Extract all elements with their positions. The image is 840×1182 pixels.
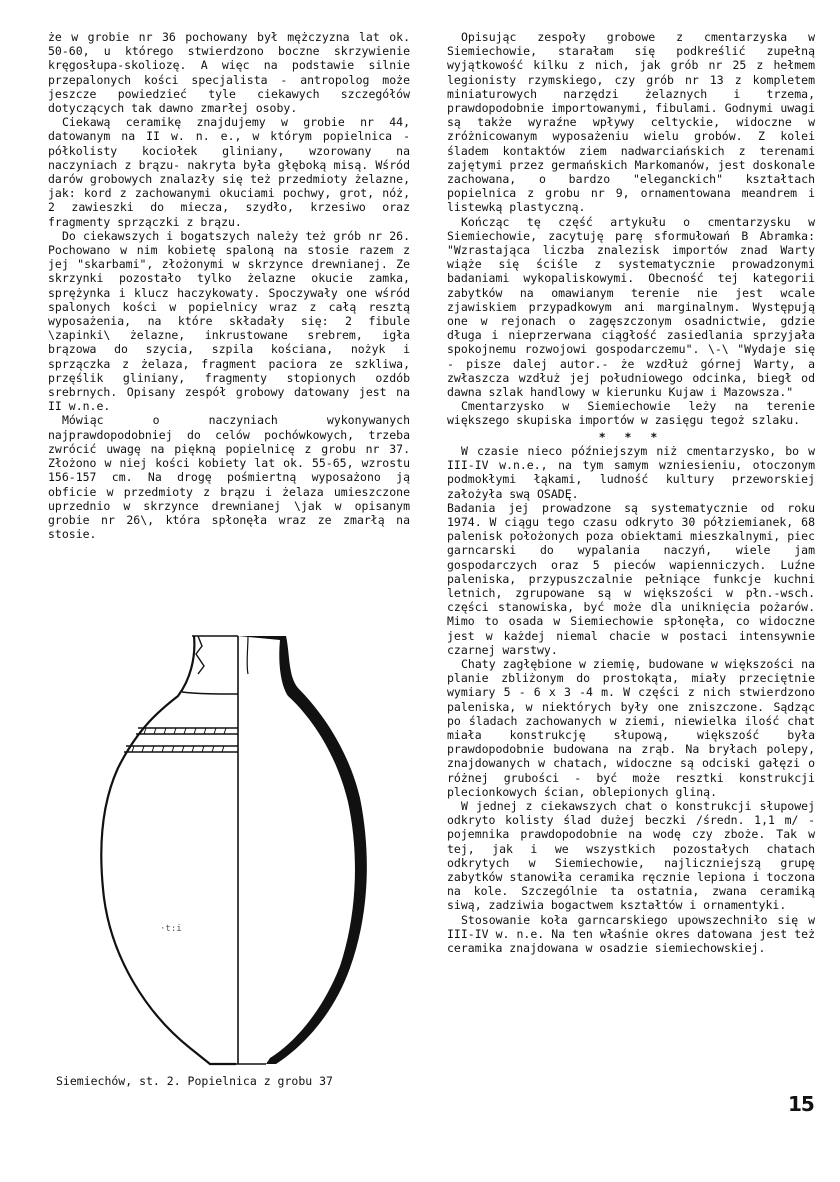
paragraph: Chaty zagłębione w ziemię, budowane w większości na planie zbliżonym do prostokąta, miały przeciętnie wymiary 5 - 6 x 3 -4 m. W części z nich stwierdzono paleniska, w niektórych były one zniszczone. Sądząc po śladach zachowanych w ziemi, niewielka ilość chat miała konstrukcję słupową, większość była prawdopodobnie budowana na zrąb. Na bryłach polepy, znajdowanych w chatach, widoczne są odciski gałęzi o różnej grubości - być może resztki konstrukcji plecionkowych ścian, oblepionych gliną. [447,656,815,799]
urn-drawing [98,618,378,1078]
urn-illustration [98,618,378,1078]
paragraph: Cmentarzysko w Siemiechowie leży na terenie większego skupiska importów w zasięgu tegoż szlaku. [447,399,815,428]
figure-mark: ·t:i [160,924,182,934]
paragraph: Badania jej prowadzone są systematycznie od roku 1974. W ciągu tego czasu odkryto 30 półziemianek, 68 palenisk położonych poza obiektami mieszkalnymi, piec garncarski do wypalania naczyń, wiele jam gospodarczych oraz 5 pieców wapienniczych. Luźne paleniska, przypuszczalnie pełniące funkcje kuchni letnich, zgrupowane są w większości w płn.-wsch. części stanowiska, być może dla uniknięcia pożarów. Mimo to osada w Siemiechowie spłonęła, co widoczne jest w każdej niemal chacie w postaci intensywnie czarnej warstwy. [447,500,815,657]
figure-caption: Siemiechów, st. 2. Popielnica z grobu 37 [56,1074,333,1088]
paragraph: że w grobie nr 36 pochowany był mężczyzna lat ok. 50-60, u którego stwierdzono boczne skrzywienie kręgosłupa-skoliozę. A więc na podstawie silnie przepalonych kości specjalista - antropolog może jeszcze powiedzieć tyle ciekawych szczegółów dotyczących tak dawno zmarłej osoby. [48,30,410,116]
paragraph: Ciekawą ceramikę znajdujemy w grobie nr 44, datowanym na II w. n. e., w którym popielnica - półkolisty kociołek gliniany, wzorowany na naczyniach z brązu- nakryta była głęboką misą. Wśród darów grobowych znalazły się też przedmioty żelazne, jak: kord z zachowanymi okuciami pochwy, grot, nóż, 2 zawieszki do miecza, szydło, krzesiwo oraz fragmenty sprzączki z brązu. [48,115,410,229]
paragraph: Stosowanie koła garncarskiego upowszechniło się w III-IV w. n.e. Na ten właśnie okres datowana jest też ceramika znajdowana w osadzie siemiechowskiej. [447,912,815,955]
paragraph: Opisując zespoły grobowe z cmentarzyska w Siemiechowie, starałam się podkreślić zupełną wyjątkowość kilku z nich, jak grób nr 25 z hełmem legionisty rzymskiego, czy grób nr 13 z kompletem miniaturowych narzędzi żelaznych i trzema, prawdopodobnie importowanymi, fibulami. Godnymi uwagi są także wyraźne wpływy celtyckie, widoczne w zróżnicowanym wyposażeniu wielu grobów. Z kolei śladem kontaktów ziem nadwarciańskich z terenami zajętymi przez germańskich Markomanów, jest doskonale zachowana, o bardzo "eleganckich" kształtach popielnica z grobu nr 9, ornamentowana meandrem i listewką plastyczną. [447,30,815,215]
section-separator: * * * [598,429,664,444]
paragraph: Do ciekawszych i bogatszych należy też grób nr 26. Pochowano w nim kobietę spaloną na stosie razem z jej "skarbami", złożonymi w skrzynce drewnianej. Ze skrzynki pozostało tylko żelazne okucie zamka, sprężynka i klucz haczykowaty. Spoczywały one wśród spalonych kości w popielnicy wraz z całą resztą wyposażenia, na które składały się: 2 fibule \zapinki\ żelazne, inkrustowane srebrem, igła brązowa do szycia, szpila kościana, nożyk i sprzączka z żelaza, fragment paciora ze szkliwa, przęślik gliniany, fragmenty stopionych ozdób srebrnych. Opisany zespół grobowy datowany jest na II w.n.e. [48,228,410,414]
right-column [447,30,815,955]
paragraph: W czasie nieco późniejszym niż cmentarzysko, bo w III-IV w.n.e., na tym samym wzniesieniu, otoczonym podmokłymi łąkami, ludność kultury przeworskiej założyła swą OSADĘ. [447,443,815,501]
left-column [48,30,410,541]
page-number: 15 [788,1092,814,1116]
paragraph: Mówiąc o naczyniach wykonywanych najprawdopodobniej do celów pochówkowych, trzeba zwrócić uwagę na piękną popielnicę z grobu nr 37. Złożono w niej kości kobiety lat ok. 55-65, wzrostu 156-157 cm. Na drogę pośmiertną wyposażono ją obficie w przedmioty z brązu i żelaza umieszczone uprzednio w skrzynce drewnianej \jak w opisanym grobie nr 26\, która spłonęła wraz ze zmarłą na stosie. [48,413,410,542]
paragraph: Kończąc tę część artykułu o cmentarzysku w Siemiechowie, zacytuję parę sformułowań B Abramka: "Wzrastająca liczba znalezisk importów znad Warty wiąże się ściśle z systematycznie prowadzonymi badaniami wykopaliskowymi. Obecność tej kategorii zabytków na omawianym terenie nie jest wcale zjawiskiem przypadkowym ani marginalnym. Występują one w rejonach o zagęszczonym osadnictwie, gdzie długa i nieprzerwana ciągłość zasiedlania sprzyjała spokojnemu rozwojowi gospodarczemu". \-\ "Wydaje się - pisze dalej autor.- że wzdłuż górnej Warty, a zwłaszcza wzdłuż jej południowego odcinka, biegł od dawna szlak handlowy w kierunku Kujaw i Mazowsza." [447,214,815,400]
paragraph: W jednej z ciekawszych chat o konstrukcji słupowej odkryto kolisty ślad dużej beczki /średn. 1,1 m/ - pojemnika prawdopodobnie na wodę czy zboże. Tak w tej, jak i we wszystkich pozostałych chatach odkrytych w Siemiechowie, najliczniejszą grupę zabytków stanowiła ceramika ręcznie lepiona i toczona na kole. Szczególnie ta ostatnia, zwana ceramiką siwą, zadziwia bogactwem kształtów i ornamentyki. [447,798,815,913]
